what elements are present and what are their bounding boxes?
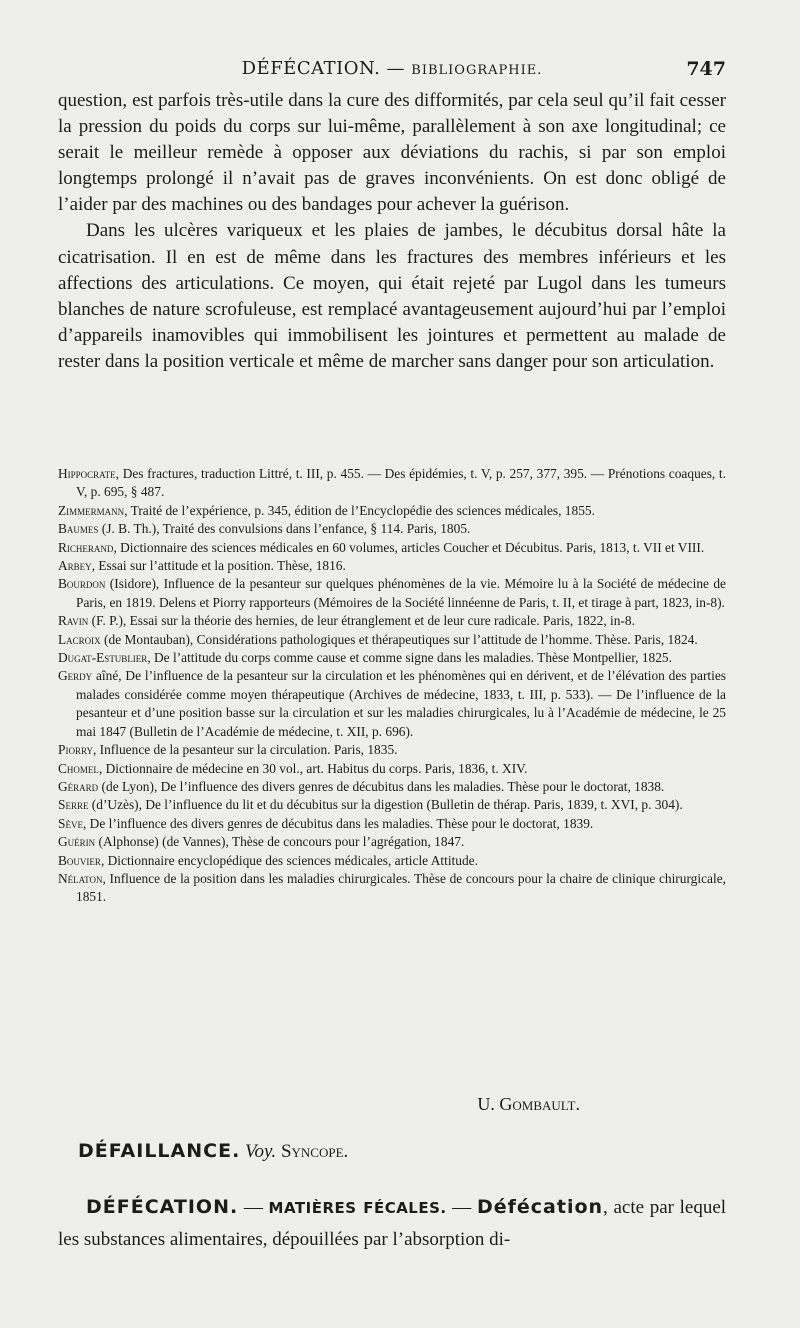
bibliography-text: , Influence de la position dans les maladies chirurgicales. Thèse de concours pour la chaire de clinique chirurgicale, 1851. <box>76 870 726 905</box>
header-dash: — <box>386 58 406 79</box>
bibliography-author: Chomel <box>58 760 99 776</box>
bibliography-text: , De l’influence des divers genres de décubitus dans les maladies. Thèse pour le doctorat, 1839. <box>82 815 594 831</box>
defaillance-entry <box>78 1140 348 1163</box>
bibliography-entry <box>58 575 726 612</box>
defecation-dash-1: — <box>243 1197 263 1218</box>
bibliography-author: Hippocrate <box>58 466 116 481</box>
bibliography-author: Lacroix <box>58 631 101 647</box>
bibliography-entry <box>58 852 726 870</box>
bibliography-entry <box>58 539 726 557</box>
bibliography-entry <box>58 631 726 649</box>
bibliography-author: Gerdy <box>58 668 93 684</box>
paragraph-2: Dans les ulcères variqueux et les plaies de jambes, le décubitus dorsal hâte la cicatrisation. Il en est de même dans les fractures des membres inférieurs et les affections des articulations. Ce moyen, qui était rejeté par Lugol dans les tumeurs blanches de nature scrofuleuse, est remplacé avantageusement aujourd’hui par l’emploi d’appareils inamovibles qui immobilisent les jointures et permettent au malade de rester dans la position verticale et même de marcher sans danger pour son articulation. <box>58 220 726 372</box>
bibliography-text: aîné, De l’influence de la pesanteur sur la circulation et les phénomènes qui en dérivent, et de l’élévation des parties malades considérée comme moyen thérapeutique (Archives de médecine, 1833, t. III, p. 533). — De l’influence de la pesanteur et d’une position basse sur la circulation et sur les maladies chirurgicales, lu à l’Académie de médecine, le 25 mai 1847 (Bulletin de l’Académie de médecine, t. XII, p. 696). <box>76 668 726 739</box>
bibliography <box>58 465 726 907</box>
bibliography-author: Richerand <box>58 539 114 555</box>
bibliography-text: , Traité de l’expérience, p. 345, édition de l’Encyclopédie des sciences médicales, 1855. <box>124 502 595 518</box>
bibliography-text: (de Montauban), Considérations pathologiques et thérapeutiques sur l’attitude de l’homme. Thèse. Paris, 1824. <box>100 631 698 647</box>
bibliography-entry <box>58 557 726 575</box>
bibliography-entry <box>58 760 726 778</box>
bibliography-entry <box>58 502 726 520</box>
defecation-entry <box>58 1192 726 1255</box>
bibliography-text: , Dictionnaire encyclopédique des sciences médicales, article Attitude. <box>100 852 478 868</box>
bibliography-text: , Influence de la pesanteur sur la circulation. Paris, 1835. <box>92 742 398 758</box>
bibliography-text: (d’Uzès), De l’influence du lit et du décubitus sur la digestion (Bulletin de thérap. Paris, 1839, t. XVI, p. 304). <box>88 797 683 813</box>
bibliography-text: (Isidore), Influence de la pesanteur sur quelques phénomènes de la vie. Mémoire lu à la Société de médecine de Paris, en 1819. Delens et Piorry rapporteurs (Mémoires de la Société linnéenne de Paris, t. II, et tirage à part, 1823, in-8). <box>76 576 726 610</box>
bibliography-text: (J. B. Th.), Traité des convulsions dans l’enfance, § 114. Paris, 1805. <box>98 521 471 537</box>
bibliography-author: Zimmermann <box>58 502 125 518</box>
bibliography-text: , Dictionnaire des sciences médicales en 60 volumes, articles Coucher et Décubitus. Paris, 1813, t. VII et VIII. <box>113 539 705 555</box>
bibliography-entry <box>58 833 726 851</box>
bibliography-entry <box>58 778 726 796</box>
signature <box>477 1094 580 1115</box>
defaillance-voy: Voy. <box>245 1141 277 1162</box>
signature-initial: U. <box>477 1094 495 1114</box>
bibliography-author: Piorry <box>58 742 93 758</box>
defecation-dash-2: — <box>452 1197 472 1218</box>
paragraph-1: question, est parfois très-utile dans la cure des difformités, par cela seul qu’il fait cesser la pression du poids du corps sur lui-même, parallèlement à son axe longitudinal; ce serait le meilleur remède à opposer aux déviations du rachis, si par son emploi longtemps prolongé il n’avait pas de graves inconvénients. On est donc obligé de l’aider par des machines ou des bandages pour achever la guérison. <box>58 90 726 216</box>
bibliography-text: , Des fractures, traduction Littré, t. III, p. 455. — Des épidémies, t. V, p. 257, 377, 395. — Prénotions coaques, t. V, p. 695, § 487. <box>76 466 726 500</box>
defaillance-ref: Syncope. <box>280 1141 349 1162</box>
bibliography-author: Guérin <box>58 834 96 850</box>
bibliography-entry <box>58 796 726 814</box>
bibliography-text: (Alphonse) (de Vannes), Thèse de concours pour l’agrégation, 1847. <box>95 834 465 850</box>
bibliography-entry <box>58 815 726 833</box>
bibliography-text: , De l’attitude du corps comme cause et comme signe dans les maladies. Thèse Montpellier, 1825. <box>147 650 672 666</box>
bibliography-author: Sève <box>58 815 83 831</box>
bibliography-entry <box>58 667 726 741</box>
running-header <box>58 58 726 86</box>
bibliography-author: Arbey <box>58 558 92 574</box>
bibliography-author: Ravin <box>58 613 89 629</box>
bibliography-author: Gérard <box>58 778 99 794</box>
bibliography-author: Bouvier <box>58 852 101 868</box>
bibliography-author: Bourdon <box>58 576 106 592</box>
defecation-term: Défécation <box>476 1196 604 1218</box>
defecation-subhead: MATIÈRES FÉCALES. <box>268 1199 447 1217</box>
bibliography-entry <box>58 870 726 907</box>
bibliography-text: (F. P.), Essai sur la théorie des hernies, de leur étranglement et de leur cure radicale. Paris, 1822, in-8. <box>88 613 635 629</box>
signature-name: Gombault. <box>499 1094 580 1114</box>
bibliography-author: Nélaton <box>58 870 103 886</box>
bibliography-author: Dugat-Estublier <box>58 650 148 666</box>
header-main: DÉFÉCATION. <box>241 58 381 79</box>
bibliography-entry <box>58 465 726 502</box>
page-number: 747 <box>686 58 726 80</box>
bibliography-entry <box>58 520 726 538</box>
defecation-headword: DÉFÉCATION. <box>86 1196 239 1218</box>
bibliography-entry <box>58 649 726 667</box>
bibliography-text: , Essai sur l’attitude et la position. Thèse, 1816. <box>91 558 346 574</box>
bibliography-text: , Dictionnaire de médecine en 30 vol., art. Habitus du corps. Paris, 1836, t. XIV. <box>98 760 528 776</box>
bibliography-author: Baumes <box>58 521 99 537</box>
header-subtitle: BIBLIOGRAPHIE. <box>411 63 543 78</box>
bibliography-entry <box>58 612 726 630</box>
bibliography-text: (de Lyon), De l’influence des divers genres de décubitus dans les maladies. Thèse pour le doctorat, 1838. <box>98 778 665 794</box>
header-title <box>58 58 726 79</box>
main-text <box>58 88 726 375</box>
bibliography-author: Serre <box>58 797 89 813</box>
bibliography-entry <box>58 741 726 759</box>
defaillance-headword: DÉFAILLANCE. <box>78 1140 241 1162</box>
defecation-text: , acte par lequel les substances alimentaires, dépouillées par l’absorption di- <box>58 1197 727 1250</box>
